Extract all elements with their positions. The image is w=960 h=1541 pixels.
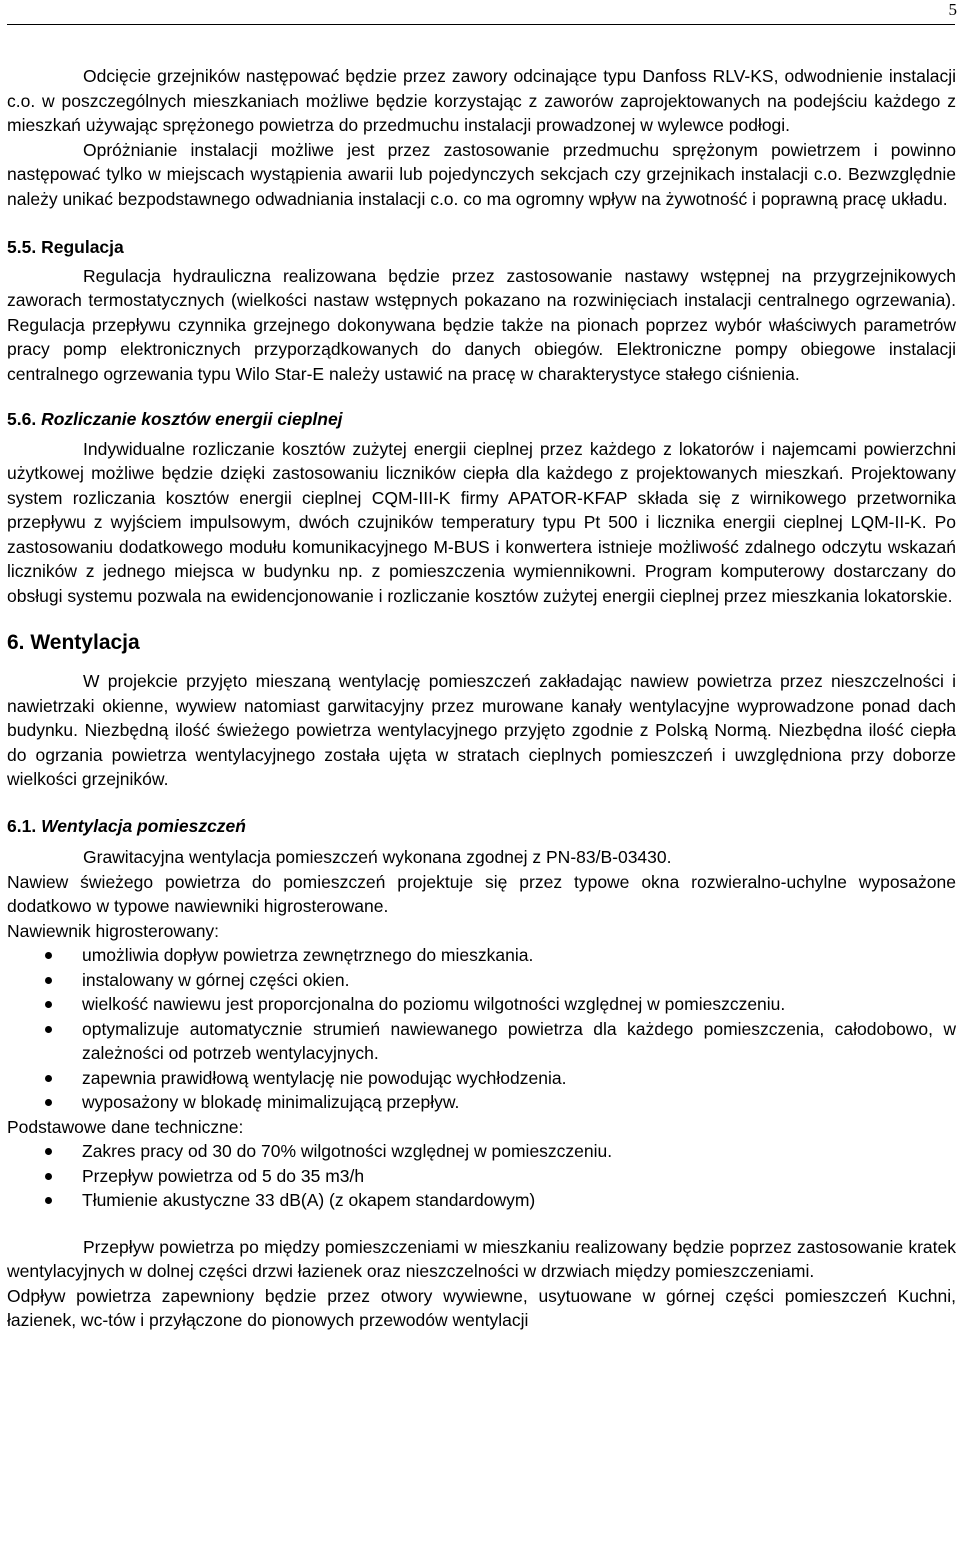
paragraph-wentylacja: W projekcie przyjęto mieszaną wentylację pomieszczeń zakładając nawiew powietrza przez nieszczelności i nawietrzaki okienne, wywiew natomiast garwitacyjny przez murowane kanały wentylacyjne wyprowadzone ponad dach budynku. Niezbędną ilość świeżego powietrza wentylacyjnego przyjęto zgodnie z Polską Normą. Niezbędna ilość ciepła do ogrzania powietrza wentylacyjnego została ujęta w stratach cieplnych pomieszczeń i uwzględniona przy doborze wielkości grzejników. xyxy=(7,671,956,789)
bullet-icon xyxy=(45,1026,52,1033)
paragraph-rozliczanie: Indywidualne rozliczanie kosztów zużytej energii cieplnej przez każdego z lokatorów i najemcami powierzchni użytkowej możliwe będzie dzięki zastosowaniu liczników ciepła dla każdego z projektowanych mieszkań. Projektowany system rozliczania kosztów energii cieplnej CQM-III-K firmy APATOR-KFAP składa się z wirnikowego przetwornika przepływu z wyjściem impulsowym, dwóch czujników temperatury typu Pt 500 i licznika energii cieplnej LQM-II-K. Po zastosowaniu dodatkowego modułu komunikacyjnego M-BUS i konwertera istnieje możliwość zdalnego odczytu wskazań liczników z jednego miejsca w budynku np. z pomieszczenia wymiennikowni. Program komputerowy dostarczany do obsługi systemu pozwala na ewidencjonowanie i rozliczanie kosztów zużytej energii cieplnej przez mieszkania lokatorskie. xyxy=(7,438,956,606)
bullet-icon xyxy=(45,1001,52,1008)
list-item: Zakres pracy od 30 do 70% wilgotności względnej w pomieszczeniu. xyxy=(7,1139,956,1164)
list-item: zapewnia prawidłową wentylację nie powodując wychłodzenia. xyxy=(7,1066,956,1091)
list-item: wielkość nawiewu jest proporcjonalna do poziomu wilgotności względnej w pomieszczeniu. xyxy=(7,992,956,1017)
list-item: optymalizuje automatycznie strumień nawiewanego powietrza dla każdego pomieszczenia, całodobowo, w zależności od potrzeb wentylacyjnych. xyxy=(7,1017,956,1066)
paragraph-oproznianie: Opróżnianie instalacji możliwe jest przez zastosowanie przedmuchu sprężonym powietrzem i powinno następować tylko w miejscach wystąpienia awarii lub pojedynczych sekcjach czy grzejnikach instalacji c.o. Bezwzględnie należy unikać bezpodstawnego odwadniania instalacji c.o. co ma ogromny wpływ na żywotność i poprawną pracę układu. xyxy=(7,139,956,209)
paragraph-odplyw: Odpływ powietrza zapewniony będzie przez otwory wywiewne, usytuowane w górnej części pomieszczeń Kuchni, łazienek, wc-tów i przyłączone do pionowych przewodów wentylacji xyxy=(7,1285,956,1330)
heading-number: 6.1. xyxy=(7,815,37,836)
heading-title: Wentylacja pomieszczeń xyxy=(41,815,246,836)
heading-number: 5.5. xyxy=(7,237,37,257)
heading-title: Wentylacja xyxy=(30,631,140,654)
bullet-icon xyxy=(45,977,52,984)
paragraph-grawitacyjna: Grawitacyjna wentylacja pomieszczeń wykonana zgodnej z PN-83/B-03430. xyxy=(83,847,672,867)
bullet-list-nawiewnik xyxy=(7,943,956,1115)
list-item: instalowany w górnej części okien. xyxy=(7,968,956,993)
heading-5-5 xyxy=(7,235,956,260)
list-item: Tłumienie akustyczne 33 dB(A) (z okapem standardowym) xyxy=(7,1188,956,1213)
header-rule xyxy=(7,24,955,25)
list-item: Przepływ powietrza od 5 do 35 m3/h xyxy=(7,1164,956,1189)
heading-title: Rozliczanie kosztów energii cieplnej xyxy=(41,409,343,429)
bullet-icon xyxy=(45,1173,52,1180)
bullet-icon xyxy=(45,1148,52,1155)
heading-6-1 xyxy=(7,814,956,839)
paragraph-przeplyw: Przepływ powietrza po między pomieszczeniami w mieszkaniu realizowany będzie poprzez zastosowanie kratek wentylacyjnych w dolnej części drzwi łazienek oraz nieszczelności w drzwiach między pomieszczeniami. xyxy=(7,1236,956,1281)
heading-number: 6. xyxy=(7,631,25,654)
document-body xyxy=(7,64,956,1333)
bullet-icon xyxy=(45,1197,52,1204)
bullet-icon xyxy=(45,952,52,959)
heading-title: Regulacja xyxy=(41,237,124,257)
heading-5-6 xyxy=(7,407,956,432)
paragraph-odciecie: Odcięcie grzejników następować będzie przez zawory odcinające typu Danfoss RLV-KS, odwodnienie instalacji c.o. w poszczególnych mieszkaniach możliwe będzie korzystając z zaworów zaprojektowanych na podejściu każdego z mieszkań używając sprężonego powietrza do przedmuchu instalacji prowadzonej w wylewce podłogi. xyxy=(7,66,956,135)
page-number: 5 xyxy=(948,0,957,19)
list-intro-nawiewnik: Nawiewnik higrosterowany: xyxy=(7,920,220,941)
list-intro-dane-techniczne: Podstawowe dane techniczne: xyxy=(7,1116,244,1137)
heading-6 xyxy=(7,630,956,656)
list-item: wyposażony w blokadę minimalizującą przepływ. xyxy=(7,1090,956,1115)
bullet-icon xyxy=(45,1075,52,1082)
bullet-icon xyxy=(45,1099,52,1106)
list-item: umożliwia dopływ powietrza zewnętrznego do mieszkania. xyxy=(7,943,956,968)
heading-number: 5.6. xyxy=(7,409,37,429)
bullet-list-dane-techniczne xyxy=(7,1139,956,1213)
paragraph-nawiew: Nawiew świeżego powietrza do pomieszczeń projektuje się przez typowe okna rozwieralno-uchylne wyposażone dodatkowo w typowe nawiewniki higrosterowane. xyxy=(7,871,956,916)
paragraph-regulacja: Regulacja hydrauliczna realizowana będzie przez zastosowanie nastawy wstępnej na przygrzejnikowych zaworach termostatycznych (wielkości nastaw wstępnych pokazano na rozwinięciach instalacji centralnego ogrzewania). Regulacja przepływu czynnika grzejnego dokonywana będzie także na pionach poprzez wybór właściwych parametrów pracy pomp elektronicznych przyporządkowanych do danych obiegów. Elektroniczne pompy obiegowe instalacji centralnego ogrzewania typu Wilo Star-E należy ustawić na pracę w charakterystyce stałego ciśnienia. xyxy=(7,265,956,384)
